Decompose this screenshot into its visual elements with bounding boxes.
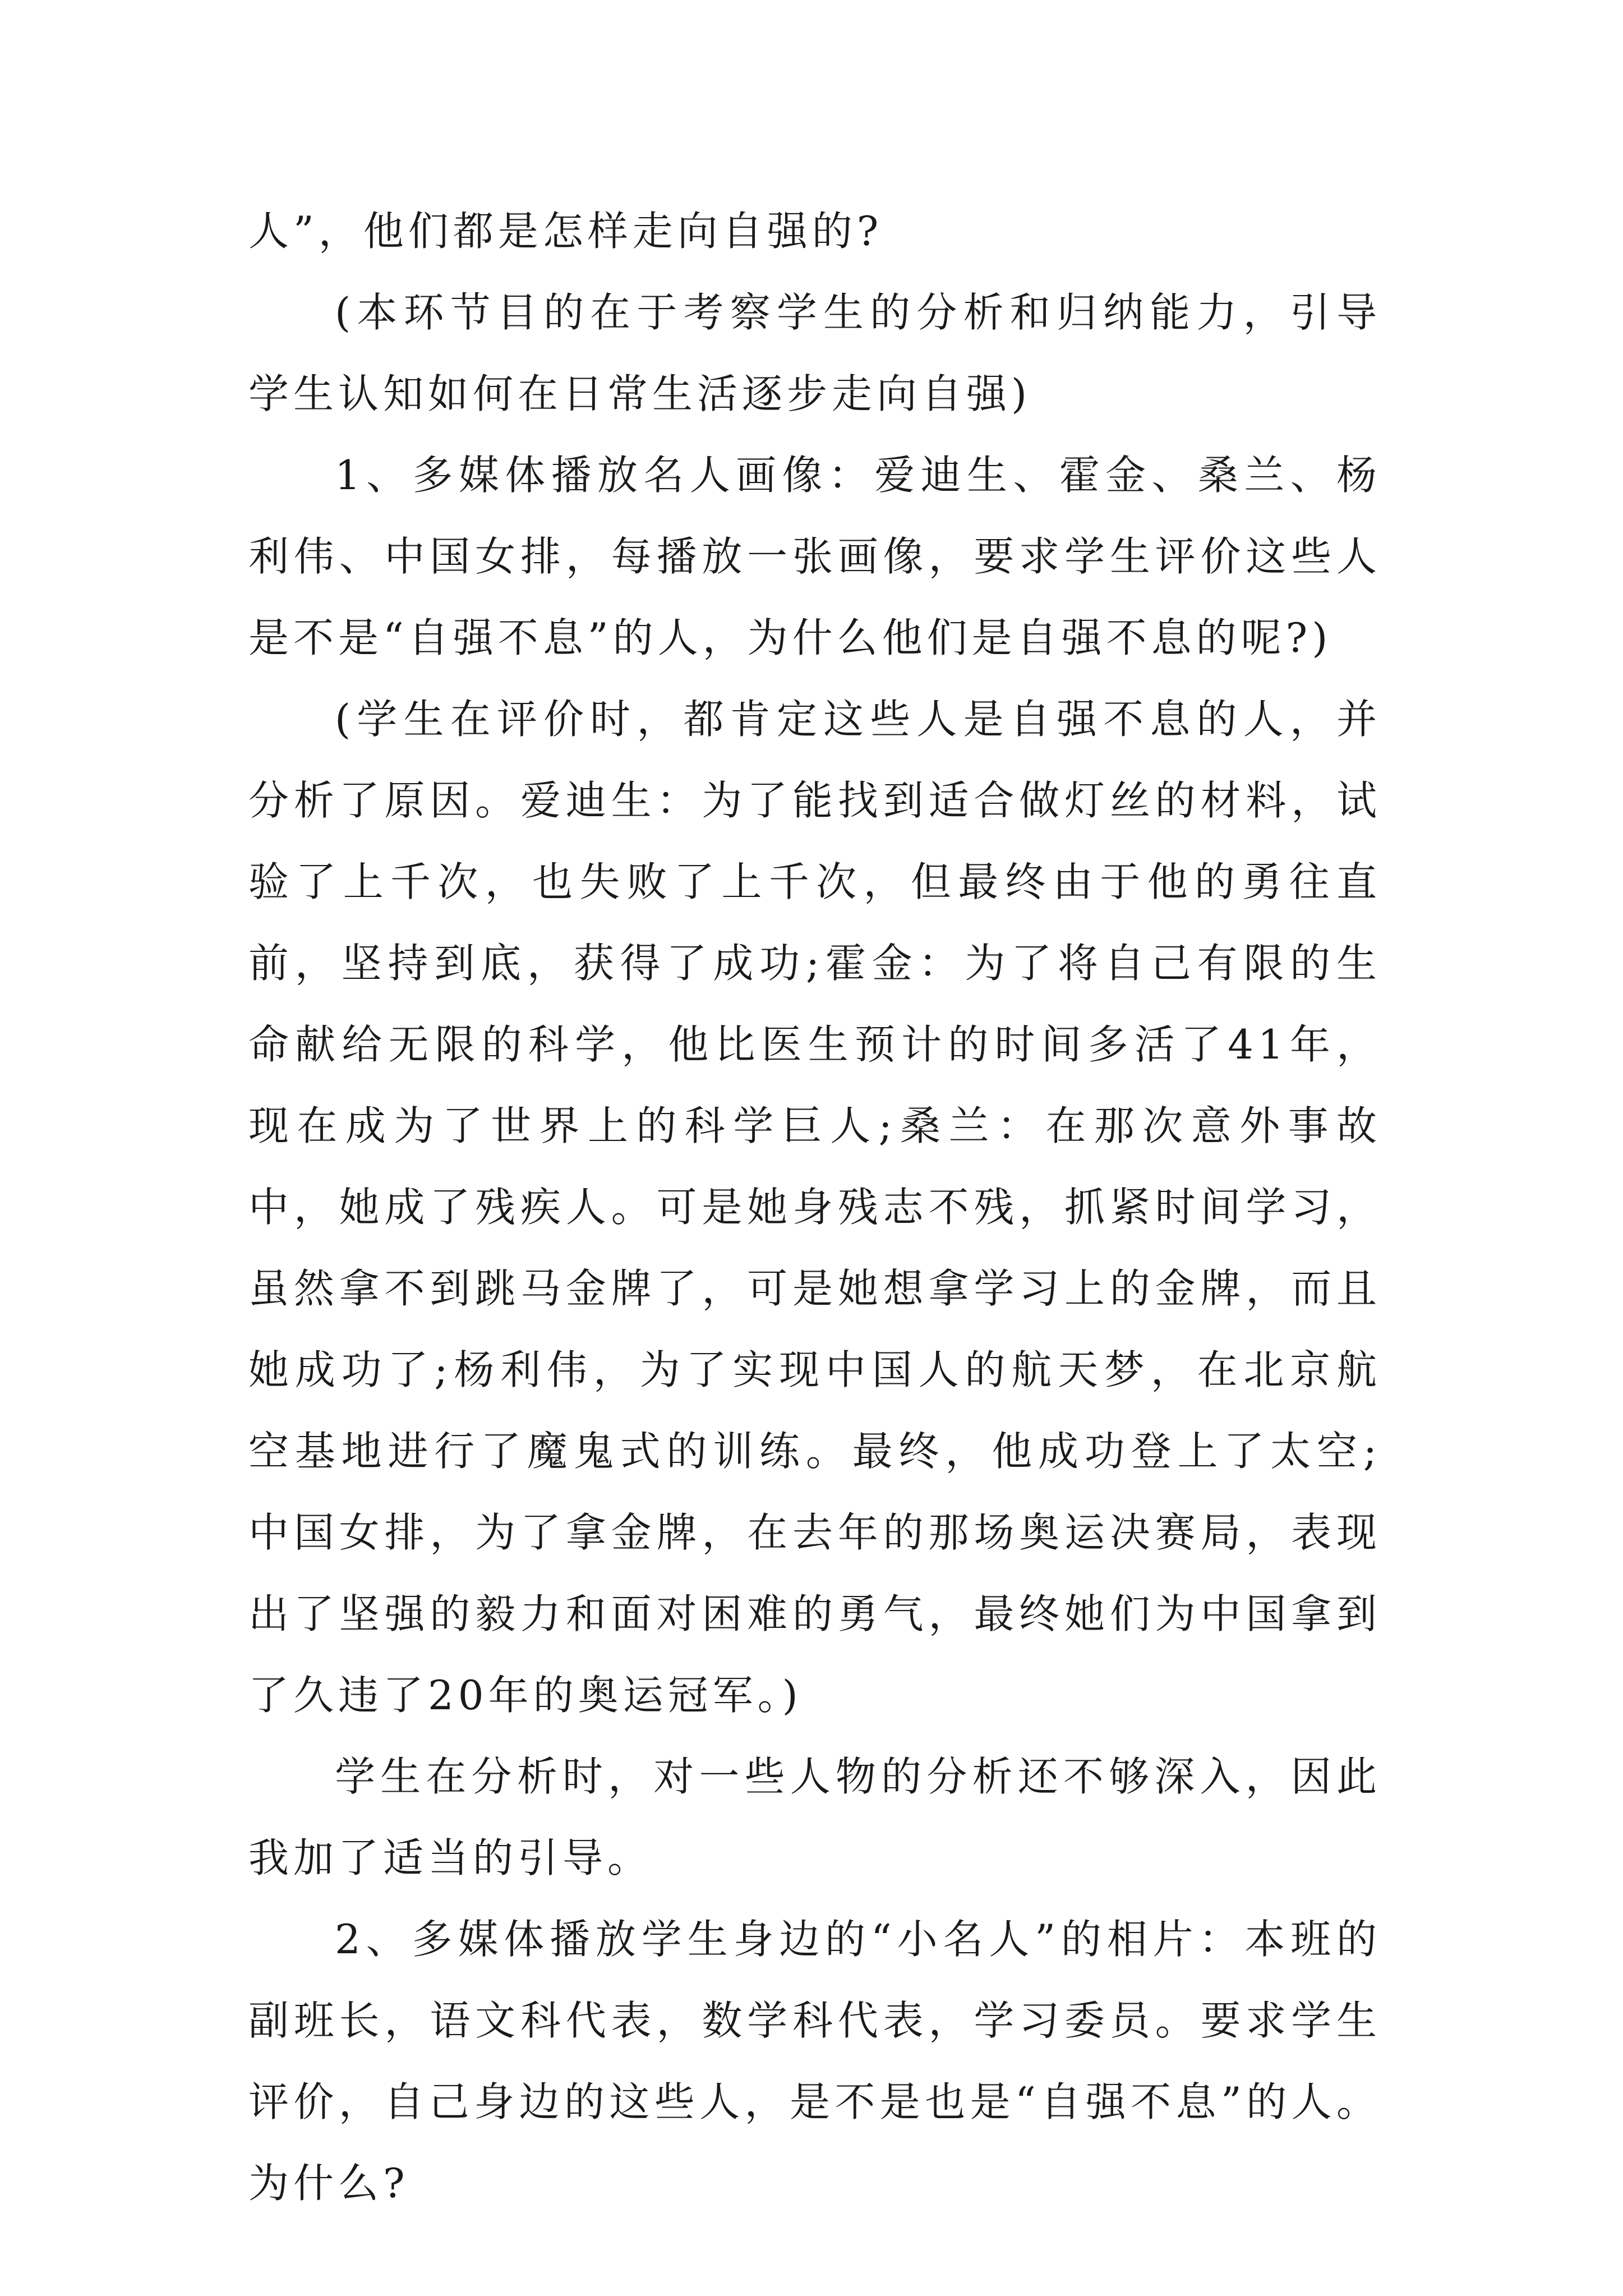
paragraph-activity-2: 2、多媒体播放学生身边的“小名人”的相片：本班的副班长，语文科代表，数学科代表，学习委员。要求学生评价，自己身边的这些人，是不是也是“自强不息”的人。为什么? <box>248 1916 1381 2207</box>
document-body <box>248 191 1381 2224</box>
paragraph-activity-1: 1、多媒体播放名人画像：爱迪生、霍金、桑兰、杨利伟、中国女排，每播放一张画像，要求学生评价这些人是不是“自强不息”的人，为什么他们是自强不息的呢?) <box>248 452 1381 661</box>
paragraph-question: 人”，他们都是怎样走向自强的? <box>248 208 883 255</box>
paragraph-purpose-note: (本环节目的在于考察学生的分析和归纳能力，引导学生认知如何在日常生活逐步走向自强) <box>248 289 1381 417</box>
paragraph-student-evaluation: (学生在评价时，都肯定这些人是自强不息的人，并分析了原因。爱迪生：为了能找到适合做灯丝的材料，试验了上千次，也失败了上千次，但最终由于他的勇往直前，坚持到底，获得了成功;霍金：为了将自己有限的生命献给无限的科学，他比医生预计的时间多活了41年，现在成为了世界上的科学巨人;桑兰：在那次意外事故中，她成了残疾人。可是她身残志不残，抓紧时间学习，虽然拿不到跳马金牌了，可是她想拿学习上的金牌，而且她成功了;杨利伟，为了实现中国人的航天梦，在北京航空基地进行了魔鬼式的训练。最终，他成功登上了太空;中国女排，为了拿金牌，在去年的那场奥运决赛局，表现出了坚强的毅力和面对困难的勇气，最终她们为中国拿到了久违了20年的奥运冠军。) <box>248 696 1381 1719</box>
paragraph-teacher-guidance: 学生在分析时，对一些人物的分析还不够深入，因此我加了适当的引导。 <box>248 1753 1381 1881</box>
